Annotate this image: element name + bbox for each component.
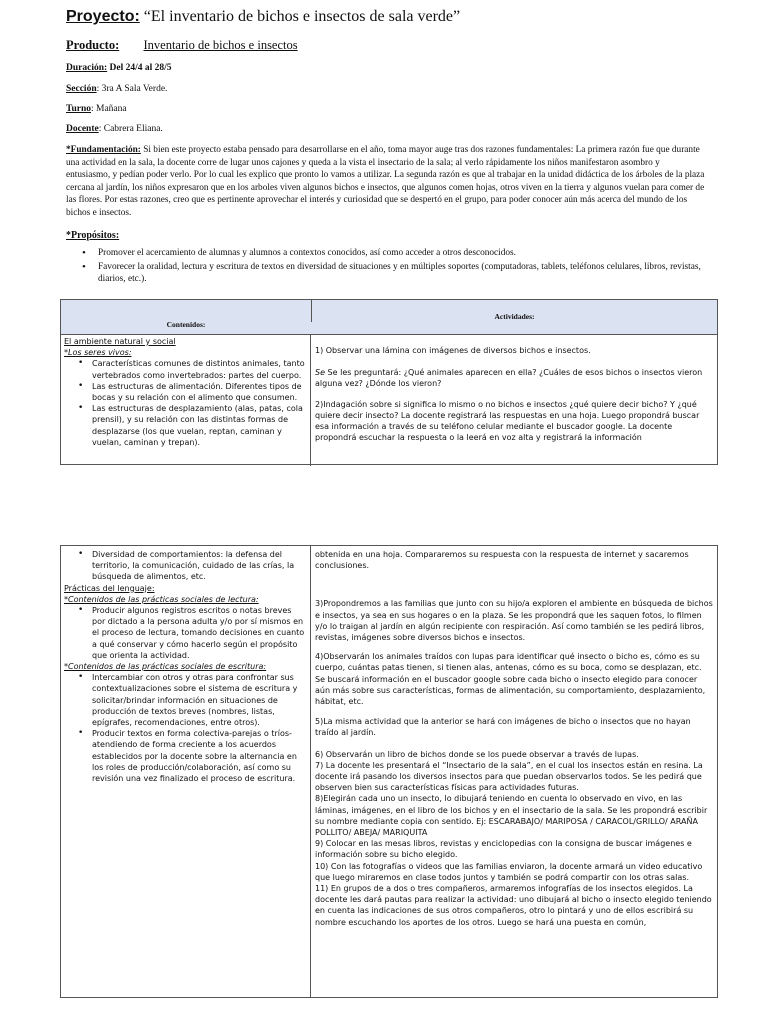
- content-table-part1: [60, 299, 718, 465]
- turno-label: Turno: [66, 104, 91, 114]
- duracion-value: Del 24/4 al 28/5: [107, 63, 172, 73]
- duracion-line: [66, 63, 172, 73]
- proposito-item: • Favorecer la oralidad, lectura y escritura de textos en diversidad de situaciones y en múltiples soportes (computadoras, tablets, teléfonos celulares, libros, revistas, diarios, etc.).: [66, 261, 716, 286]
- activity-text: 9) Colocar en las mesas libros, revistas y enciclopedias con la consigna de buscar imágenes e información sobre su bicho elegido.: [315, 839, 692, 860]
- list-item: • Producir algunos registros escritos o notas breves por dictado a la persona adulta y/o por sí mismos en el proceso de lectura, tomando decisiones en cuanto a qué conservar y cómo hacerlo según el propósito que orienta la actividad.: [64, 605, 307, 661]
- producto-label: Producto:: [66, 38, 120, 52]
- table-header: [61, 300, 717, 335]
- actividades-cell: [311, 334, 717, 466]
- proposito-item: • Promover el acercamiento de alumnas y alumnos a contextos conocidos, así como acceder a otros desconocidos.: [66, 247, 716, 260]
- activity-text: 10) Con las fotografías o videos que las familias enviaron, la docente armará un video educativo que luego miraremos en clase todos juntos y también se podrá compartir con los otras salas.: [315, 861, 703, 882]
- subsection-heading: *Contenidos de las prácticas sociales de escritura:: [64, 662, 267, 672]
- docente-line: [66, 124, 163, 134]
- producto-value: Inventario de bichos e insectos: [143, 38, 298, 52]
- seccion-line: [66, 84, 167, 94]
- fundamentacion-text: Si bien este proyecto estaba pensado para desarrollarse en el año, toma mayor auge tras dos razones fundamentales: La primera razón fue que durante una actividad en la sala, la docente corre de lugar unos cajones y queda a la vista el insectario de la sala; al verlo rápidamente los niños manifestaron asombro y entusiasmo, y pedían poder verlo. Por lo cual les explico que pronto lo vamos a utilizar. La segunda razón es que al trabajar en la unidad didáctica de los árboles de la plaza cercana al jardín, los niños expresaron que en los arboles viven algunos bichos e insectos, que algunos comen hojas, otros viven en la tierra y algunos vuelan para comer de las flores. Por estas razones, creo que es pertinente aprovechar el interés y curiosidad que se despertó en el grupo, para poder conocer aún más acerca del mundo de los bichos e insectos.: [66, 145, 705, 218]
- list-item: • Diversidad de comportamientos: la defensa del territorio, la comunicación, cuidado de las crías, la búsqueda de alimentos, etc.: [64, 549, 307, 583]
- producto-line: [66, 38, 298, 53]
- subsection-heading: *Los seres vivos:: [64, 348, 132, 358]
- docente-value: : Cabrera Eliana.: [98, 124, 163, 134]
- activity-text: 11) En grupos de a dos o tres compañeros, armaremos infografías de los insectos elegidos. La docente les dará pautas para realizar la actividad: uno dibujará al bicho o insecto elegido teniendo en cuenta las indicaciones de sus otros compañeros, otro lo pintará y uno de ellos escribirá su nombre escuchando los aportes de los otros. Luego se hará una puesta en común,: [315, 884, 712, 927]
- activity-text: 6) Observarán un libro de bichos donde se los puede observar a través de lupas.: [315, 749, 639, 759]
- fundamentacion-label: *Fundamentación:: [66, 145, 141, 155]
- activity-text: 8)Elegirán cada uno un insecto, lo dibujará teniendo en cuenta lo observado en vivo, en las láminas, imágenes, en el libro de los bichos y en el insectario de la sala. Se les propondrá escribir su nombre mediante copia con sentido. Ej: ESCARABAJO/ MARIPOSA / CARACOL/GRILLO/ ARAÑA POLLITO/ ABEJA/ MARIQUITA: [315, 794, 708, 838]
- activity-text: 4)Observarán los animales traídos con lupas para identificar qué insecto o bicho es, cómo es su cuerpo, cuántas patas tienen, si tienen alas, antenas, cómo es su boca, como se desplazan, etc. Se buscará información en el buscador google sobre cada bicho o insecto elegido para conocer aún más sobre sus características, formas de alimentación, su comportamiento, desplazamiento, hábitat, etc.: [315, 652, 706, 707]
- activity-text: 1) Observar una lámina con imágenes de diversos bichos e insectos.: [315, 346, 591, 355]
- subsection-heading: *Contenidos de las prácticas sociales de lectura:: [64, 594, 259, 604]
- list-item: • Características comunes de distintos animales, tanto vertebrados como invertebrados: partes del cuerpo.: [64, 358, 307, 380]
- actividades-cell: [311, 546, 717, 997]
- docente-label: Docente: [66, 124, 99, 134]
- proyecto-label: Proyecto:: [66, 8, 140, 25]
- activity-text: 3)Propondremos a las familias que junto con su hijo/a exploren el ambiente en búsqueda de bichos e insectos, ya sea en sus hogares o en la plaza. Se les propondrá que les saquen fotos, lo filmen y/o lo traigan al jardín en algún recipiente con respiración. Así como también se les pedirá libros, revistas, imágenes sobre diversos bichos e insectos.: [315, 599, 713, 643]
- contenidos-cell: [61, 334, 311, 466]
- propositos-heading: *Propósitos:: [66, 230, 120, 241]
- propositos-list: [66, 247, 716, 287]
- list-item: • Las estructuras de alimentación. Diferentes tipos de bocas y su relación con el alimento que consumen.: [64, 381, 307, 403]
- list-item: • Las estructuras de desplazamiento (alas, patas, cola prensil), y su relación con las distintas formas de desplazarse (los que vuelan, reptan, caminan y vuelan, caminan y trepan).: [64, 403, 307, 448]
- page-title: [66, 8, 460, 26]
- activity-text: 5)La misma actividad que la anterior se hará con imágenes de bicho o insectos que no hayan traído al jardín.: [315, 717, 691, 738]
- proyecto-title: “El inventario de bichos e insectos de sala verde”: [143, 8, 461, 25]
- activity-text: 7) La docente les presentará el “Insectario de la sala”, en el cual los insectos están en resina. La docente irá pasando los diversos insectos para que puedan observarlos todos. Se les pedirá que observen bien sus características físicas para actividades futuras.: [315, 760, 703, 793]
- seccion-label: Sección: [66, 84, 97, 94]
- seccion-value: : 3ra A Sala Verde.: [96, 84, 168, 94]
- section-heading: Prácticas del lenguaje:: [64, 583, 155, 593]
- turno-line: [66, 104, 127, 114]
- duracion-label: Duración:: [66, 63, 108, 73]
- list-item: • Producir textos en forma colectiva-parejas o tríos- atendiendo de forma creciente a los acuerdos establecidos por la docente sobre la alternancia en los roles de producción/colaboración, así como su revisión una vez finalizado el proceso de escritura.: [64, 728, 307, 784]
- fundamentacion-paragraph: [66, 144, 706, 220]
- content-table-part2: [60, 545, 718, 998]
- list-item: • Intercambiar con otros y otras para confrontar sus contextualizaciones sobre el sistema de escritura y solicitar/brindar información en situaciones de producción de textos breves (nombres, listas, epígrafes, recomendaciones, entre otros).: [64, 672, 307, 728]
- contenidos-cell: [61, 546, 311, 997]
- activity-text: obtenida en una hoja. Compararemos su respuesta con la respuesta de internet y sacaremos conclusiones.: [315, 550, 689, 571]
- contenidos-header: Contenidos:: [166, 320, 206, 329]
- section-heading: El ambiente natural y social: [64, 337, 176, 346]
- activity-text: 2)Indagación sobre si significa lo mismo o no bichos e insectos ¿qué quiere decir bicho? Y ¿qué quiere decir insecto? La docente registrará las respuestas en una hoja. Luego propondrá buscar esa información a través de su teléfono celular mediante el buscador google. La docente propondrá escuchar la respuesta o la leerá en voz alta y registrará la información: [315, 399, 700, 443]
- activity-text: Se Se les preguntará: ¿Qué animales aparecen en ella? ¿Cuáles de esos bichos o insectos vieron alguna vez? ¿Dónde los vieron?: [315, 368, 703, 389]
- turno-value: : Mañana: [91, 104, 127, 114]
- actividades-header: Actividades:: [311, 300, 717, 322]
